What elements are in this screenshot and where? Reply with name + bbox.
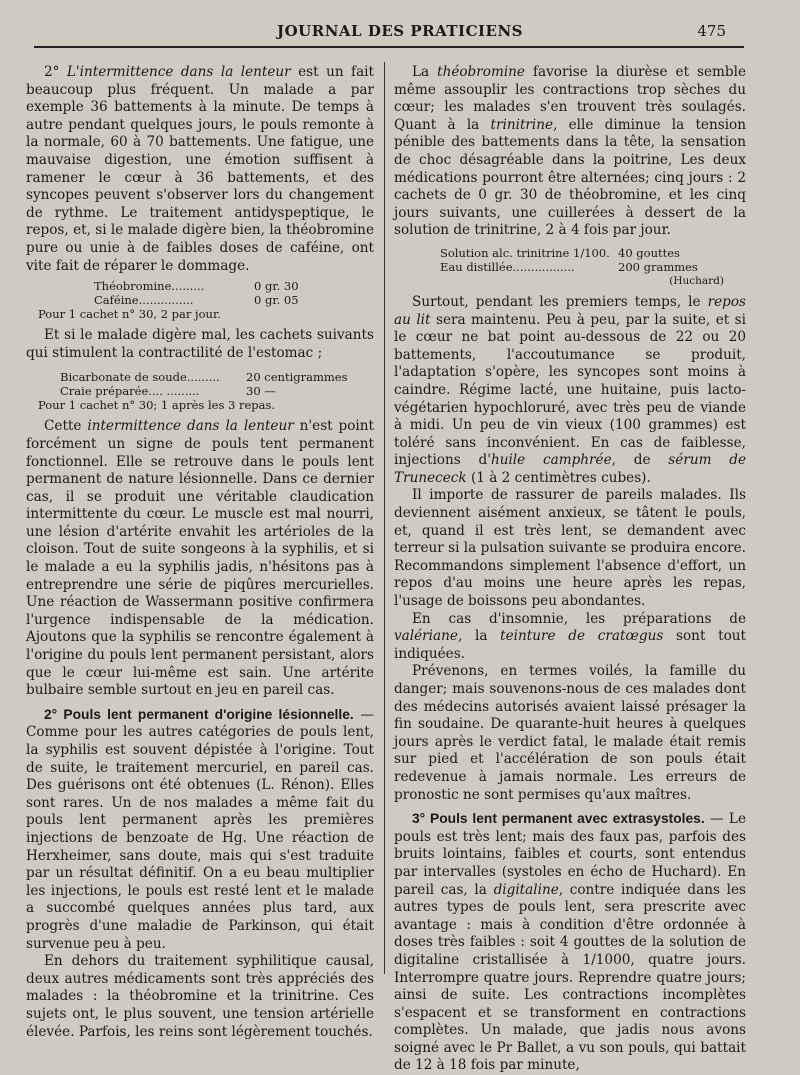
paragraph-lesionnelle-intro: Cette intermittence dans la lenteur n'est point forcément un signe de pouls tent permanent fonctionnel. Elle se retrouve dans le pouls lent permanent de nature lésionnelle. Dans ce dernier cas, il se produit une véritable claudication intermittente du cœur. Le muscle est mal nourri, une lésion d'artérite envahit les artérioles de la cloison. Tout de suite songeons à la syphilis, et si le malade a eu la syphilis jadis, n'hésitons pas à entreprendre une série de piqûres mercurielles. Une réaction de Wassermann positive confirmera l'urgence indispensable de la médication. Ajoutons que la syphilis se rencontre également à l'origine du pouls lent permanent persistant, alors que le cœur lui-même est sain. Une artérite bulbaire semble surtout en jeu en pareil cas.	[26, 418, 374, 699]
formula-item: Eau distillée.................	[440, 259, 575, 274]
formula-dose: 40 gouttes	[618, 245, 680, 260]
paragraph-insomnie: En cas d'insomnie, les préparations de valériane, la teinture de cratœgus sont tout indiquées.	[394, 610, 746, 662]
paragraph-rassurer: Il importe de rassurer de pareils malades. Ils deviennent aisément anxieux, se tâtent le pouls, et, quand il est très lent, se demandent avec terreur si la pulsation suivante se produira encore. Recommandons simplement l'absence d'effort, un repos d'au moins une heure après les repas, l'usage de boissons peu abondantes.	[394, 487, 746, 610]
formula-dose: 0 gr. 05	[254, 293, 299, 308]
formula-item: Caféine...............	[94, 293, 194, 308]
page-number: 475	[697, 22, 726, 40]
formula-item: Théobromine.........	[94, 279, 205, 294]
paragraph-pronostic: Prévenons, en termes voilés, la famille du danger; mais souvenons-nous de ces malades dont des médecins autorisés avaient laissé présager la fin soudaine. De quarante-huit heures à quelques jours après le verdict fatal, le malade était remis sur pied et l'accélération de son pouls était redevenue à jamais normale. Les erreurs de pronostic ne sont permises qu'aux maîtres.	[394, 663, 746, 803]
paragraph-intermittence: 2° L'intermittence dans la lenteur est un fait beaucoup plus fréquent. Un malade a par exemple 36 battements à la minute. De temps à autre pendant quelques jours, le pouls remonte à la normale, 60 à 70 battements. Une fatigue, une mauvaise digestion, une émotion suffisent à ramener le cœur à 36 battements, et des syncopes peuvent s'observer lors du changement de rythme. Le traitement antidyspeptique, le repos, et, si le malade digère bien, la théobromine pure ou unie à de faibles doses de caféine, ont vite fait de réparer le dommage.	[26, 64, 374, 274]
formula-item: Solution alc. trinitrine 1/100.	[440, 245, 610, 260]
formula-item: Bicarbonate de soude.........	[60, 370, 220, 385]
formula-bicarbonate	[26, 370, 374, 412]
column-divider	[384, 62, 385, 974]
formula-item: Craie préparée.... .........	[60, 384, 200, 399]
formula-credit: (Huchard)	[669, 274, 724, 287]
formula-dose: 20 centigrammes	[246, 370, 348, 385]
section-heading-extrasystoles: 3° Pouls lent permanent avec extrasystoles. — Le pouls est très lent; mais des faux pas, parfois des bruits lointains, faibles et courts, sont entendus par intervalles (systoles en écho de Huchard). En pareil cas, la digitaline, contre indiquée dans les autres types de pouls lent, sera prescrite avec avantage : mais à condition d'être ordonnée à doses très faibles : soit 4 gouttes de la solution de digitaline cristallisée à 1/1000, quatre jours. Interrompre quatre jours. Reprendre quatre jours; ainsi de suite. Les contractions incomplètes s'espacent et se transforment en contractions complètes. Un malade, que jadis nous avons soigné avec le Pr Ballet, a vu son pouls, qui battait de 12 à 18 fois par minute,	[394, 811, 747, 1074]
paragraph-repos: Surtout, pendant les premiers temps, le repos au lit sera maintenu. Peu à peu, par la suite, et si le cœur ne bat point au-dessous de 22 ou 20 battements, l'accoutumance se produit, l'adaptation s'opère, les syncopes sont moins à caindre. Régime lacté, une huitaine, puis lacto-végétarien hypochloruré, avec très peu de viande à midi. Un peu de vin vieux (100 grammes) est toléré sans inconvénient. En cas de faiblesse, injections d'huile camphrée, de sérum de Trunececk (1 à 2 centimètres cubes).	[394, 293, 747, 486]
left-column	[26, 64, 374, 1041]
formula-trinitrine	[394, 246, 746, 288]
paragraph-cachets: Et si le malade digère mal, les cachets suivants qui stimulent la contractilité de l'estomac ;	[26, 327, 374, 361]
section-heading-lesionnelle: 2° Pouls lent permanent d'origine lésionnelle. — Comme pour les autres catégories de pouls lent, la syphilis est souvent dépistée à l'origine. Tout de suite, le traitement mercuriel, en pareil cas. Des guérisons ont été obtenues (L. Rénon). Elles sont rares. Un de nos malades a même fait du pouls lent permanent après les premières injections de benzoate de Hg. Une réaction de Herxheimer, sans doute, mais qui s'est traduite par un résultat définitif. On a eu beau multiplier les injections, le pouls est resté lent et le malade a succombé quelques années plus tard, aux progrès d'une maladie de Parkinson, qui était survenue peu à peu.	[26, 706, 374, 952]
formula-theobromine	[26, 279, 374, 321]
formula-caption: Pour 1 cachet n° 30; 1 après les 3 repas.	[38, 398, 276, 413]
header-rule	[34, 46, 744, 48]
right-column	[394, 64, 746, 1075]
formula-dose: 200 grammes	[618, 259, 698, 274]
paragraph-traitement: En dehors du traitement syphilitique causal, deux autres médicaments sont très appréciés des malades : la théobromine et la trinitrine. Ces sujets ont, le plus souvent, une tension artérielle élevée. Parfois, les reins sont légèrement touchés.	[26, 953, 374, 1040]
formula-dose: 0 gr. 30	[254, 279, 299, 294]
formula-dose: 30 —	[246, 384, 276, 399]
paragraph-theobromine: La théobromine favorise la diurèse et semble même assouplir les contractions trop sèches du cœur; les malades s'en trouvent très soulagés. Quant à la trinitrine, elle diminue la tension pénible des battements dans la tête, la sensation de choc désagréable dans la poitrine, Les deux médications pourront être alternées; cinq jours : 2 cachets de 0 gr. 30 de théobromine, et les cinq jours suivants, une cuillerées à dessert de la solution de trinitrine, 2 à 4 fois par jour.	[394, 64, 747, 239]
formula-caption: Pour 1 cachet n° 30, 2 par jour.	[38, 307, 221, 322]
running-title: JOURNAL DES PRATICIENS	[277, 22, 523, 40]
